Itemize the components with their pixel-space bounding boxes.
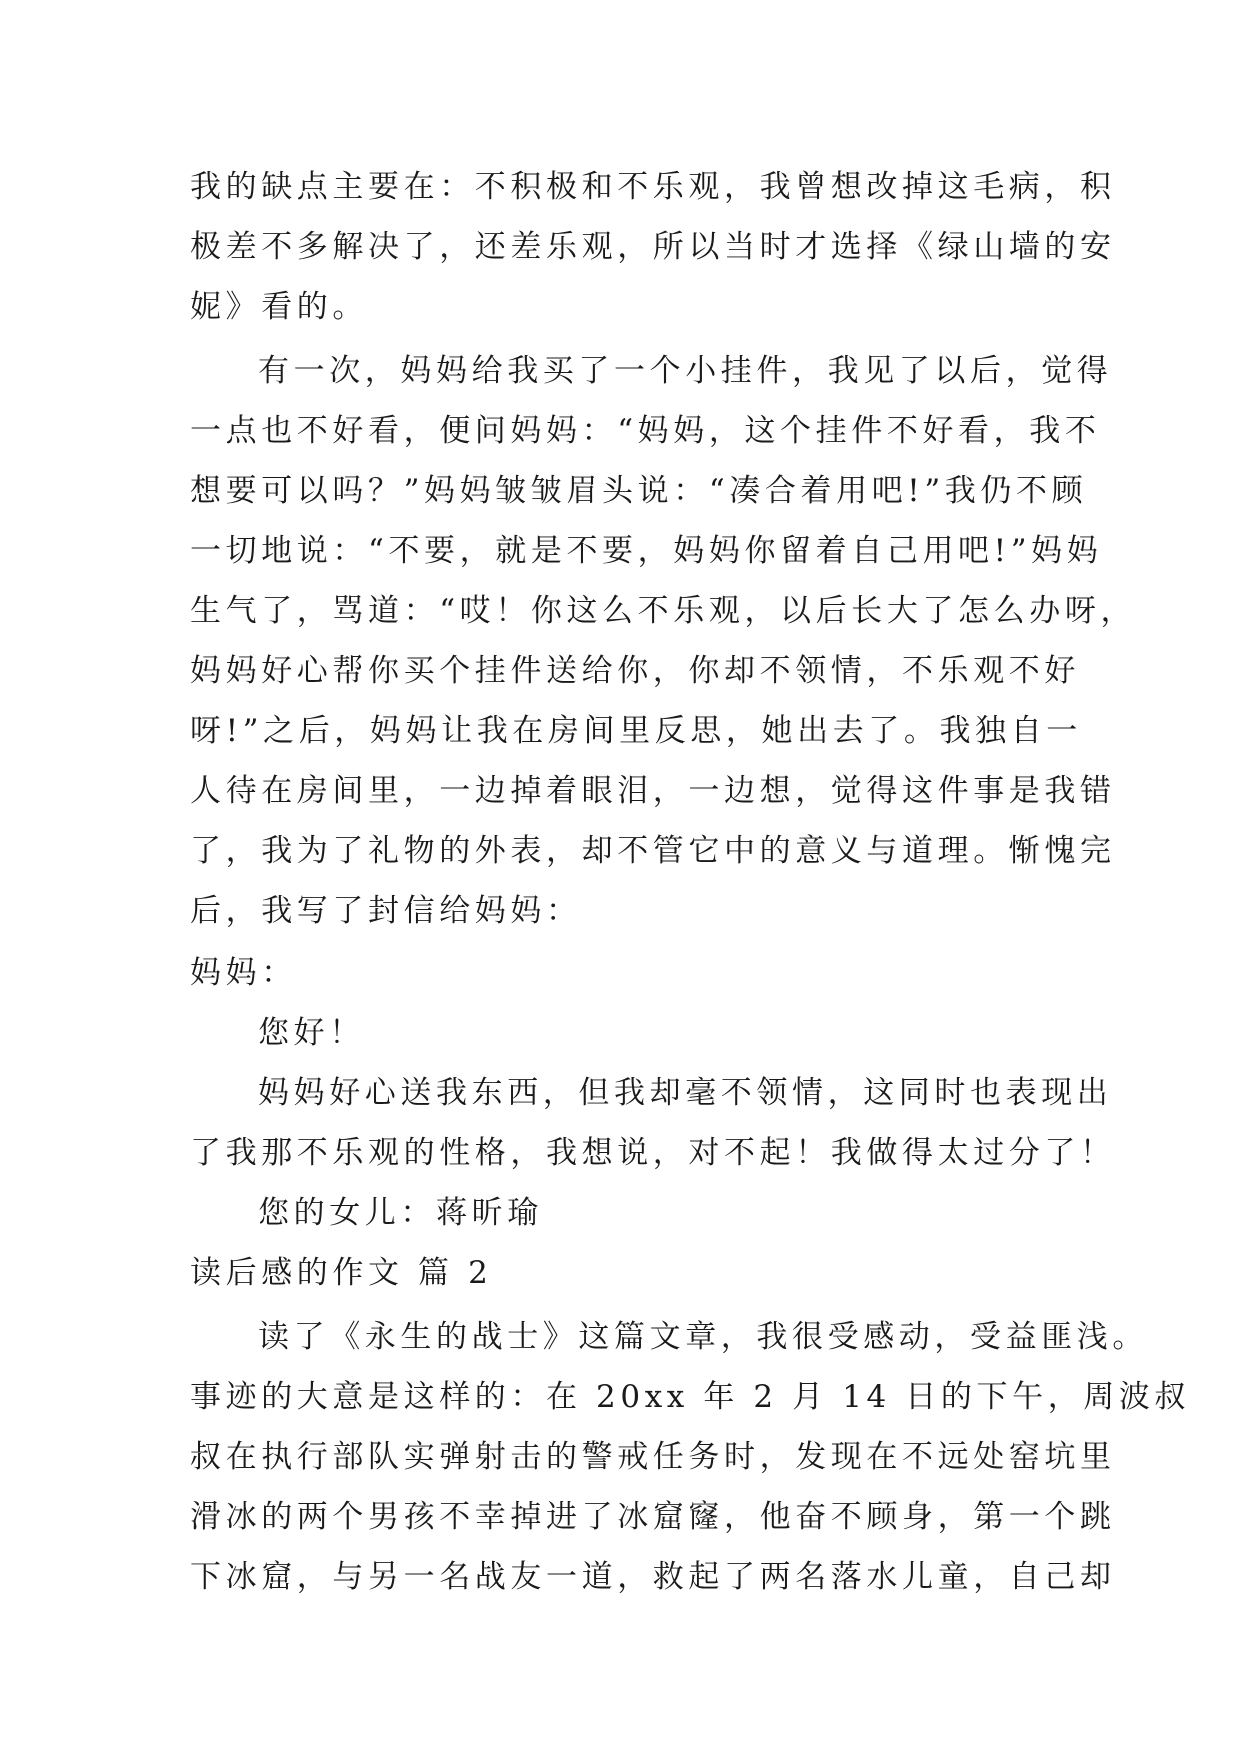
text-line: 呀!”之后，妈妈让我在房间里反思，她出去了。我独自一 bbox=[190, 713, 1082, 749]
section-heading: 读后感的作文 篇 2 bbox=[190, 1255, 493, 1291]
text-line: 下冰窟，与另一名战友一道，救起了两名落水儿童，自己却 bbox=[190, 1559, 1116, 1595]
text-line: 一切地说：“不要，就是不要，妈妈你留着自己用吧!”妈妈 bbox=[190, 533, 1103, 569]
text-line: 滑冰的两个男孩不幸掉进了冰窟窿，他奋不顾身，第一个跳 bbox=[190, 1499, 1116, 1535]
letter-greeting: 您好！ bbox=[258, 1015, 365, 1051]
text-line: 一点也不好看，便问妈妈：“妈妈，这个挂件不好看，我不 bbox=[190, 413, 1101, 449]
text-line: 有一次，妈妈给我买了一个小挂件，我见了以后，觉得 bbox=[258, 353, 1113, 389]
text-line: 妈妈好心帮你买个挂件送给你，你却不领情，不乐观不好 bbox=[190, 653, 1080, 689]
text-line: 了我那不乐观的性格，我想说，对不起！我做得太过分了！ bbox=[190, 1135, 1116, 1171]
text-line: 极差不多解决了，还差乐观，所以当时才选择《绿山墙的安 bbox=[190, 229, 1116, 265]
text-line: 了，我为了礼物的外表，却不管它中的意义与道理。惭愧完 bbox=[190, 833, 1116, 869]
text-line: 读了《永生的战士》这篇文章，我很受感动，受益匪浅。 bbox=[258, 1319, 1148, 1355]
text-line: 妮》看的。 bbox=[190, 289, 368, 325]
text-line: 想要可以吗？”妈妈皱皱眉头说：“凑合着用吧!”我仍不顾 bbox=[190, 473, 1088, 509]
letter-salutation: 妈妈： bbox=[190, 955, 297, 991]
text-line: 后，我写了封信给妈妈： bbox=[190, 893, 582, 929]
text-line: 生气了，骂道：“哎！你这么不乐观，以后长大了怎么办呀， bbox=[190, 593, 1137, 629]
text-line: 人待在房间里，一边掉着眼泪，一边想，觉得这件事是我错 bbox=[190, 773, 1116, 809]
text-line: 妈妈好心送我东西，但我却毫不领情，这同时也表现出 bbox=[258, 1075, 1113, 1111]
text-line: 我的缺点主要在：不积极和不乐观，我曾想改掉这毛病，积 bbox=[190, 169, 1116, 205]
text-line: 叔在执行部队实弹射击的警戒任务时，发现在不远处窑坑里 bbox=[190, 1439, 1116, 1475]
text-line: 事迹的大意是这样的：在 20xx 年 2 月 14 日的下午，周波叔 bbox=[190, 1379, 1191, 1415]
letter-signature: 您的女儿：蒋昕瑜 bbox=[258, 1195, 543, 1231]
